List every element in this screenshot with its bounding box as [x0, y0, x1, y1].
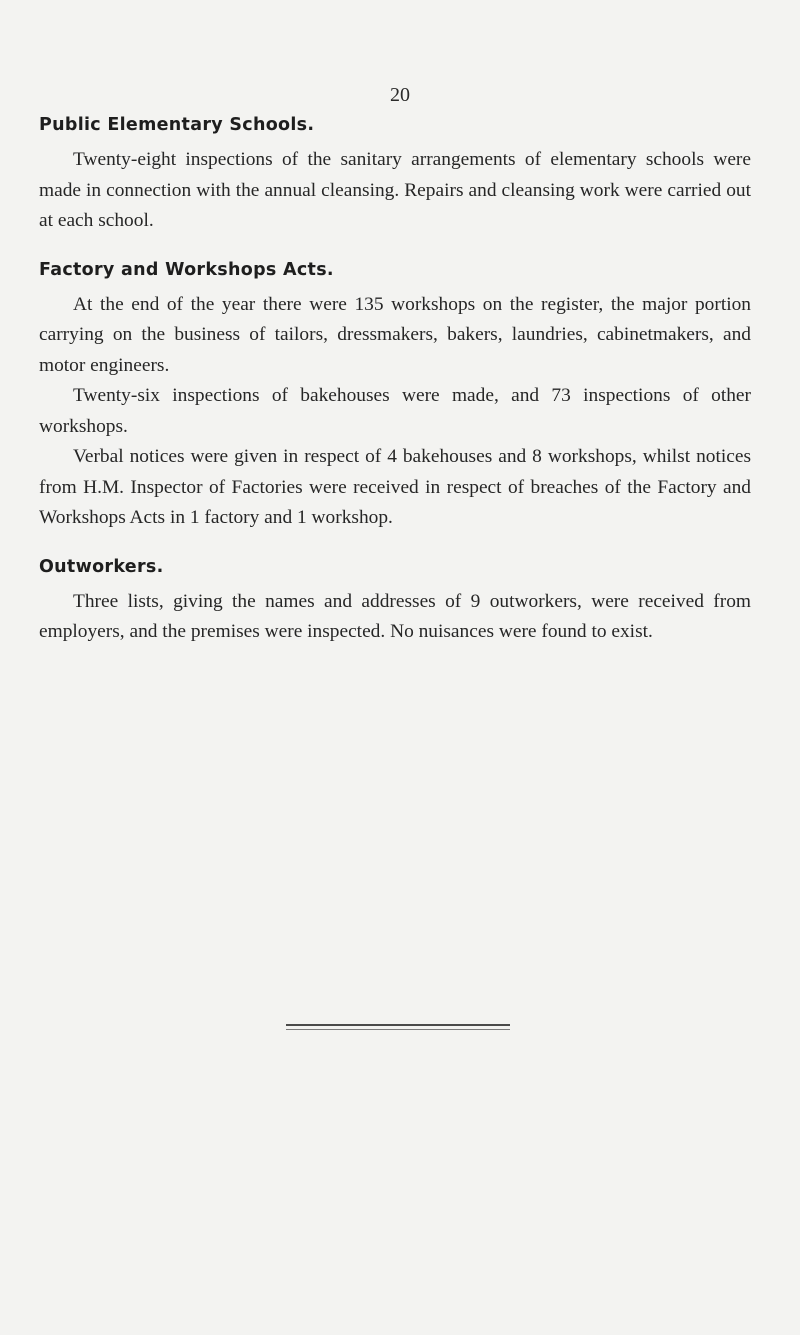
page-body	[39, 115, 751, 671]
section-heading: Outworkers.	[39, 556, 164, 577]
paragraph: Twenty-eight inspections of the sanitary arrangements of elementary schools were made in connection with the annual cleansing. Repairs and cleansing work were carried out at each school.	[39, 149, 751, 231]
page-number: 20	[390, 84, 410, 106]
section-outworkers	[39, 557, 751, 648]
rule-line	[286, 1024, 510, 1026]
closing-double-rule	[286, 1024, 510, 1033]
paragraph: At the end of the year there were 135 workshops on the register, the major portion carrying on the business of tailors, dressmakers, bakers, laundries, cabinetmakers, and motor engineers.	[39, 293, 751, 376]
section-heading: Factory and Workshops Acts.	[39, 259, 334, 280]
rule-line	[286, 1029, 510, 1030]
section-public-elementary-schools	[39, 115, 751, 237]
paragraph: Three lists, giving the names and addresses of 9 outworkers, were received from employers, and the premises were inspected. No nuisances were found to exist.	[39, 590, 751, 642]
paragraph: Twenty-six inspections of bakehouses were made, and 73 inspections of other workshops.	[39, 385, 751, 437]
section-factory-and-workshops-acts	[39, 260, 751, 534]
paragraph: Verbal notices were given in respect of 4 bakehouses and 8 workshops, whilst notices from H.M. Inspector of Factories were received in respect of breaches of the Factory and Workshops Acts in 1 factory and 1 workshop.	[39, 446, 751, 528]
section-heading: Public Elementary Schools.	[39, 115, 315, 135]
